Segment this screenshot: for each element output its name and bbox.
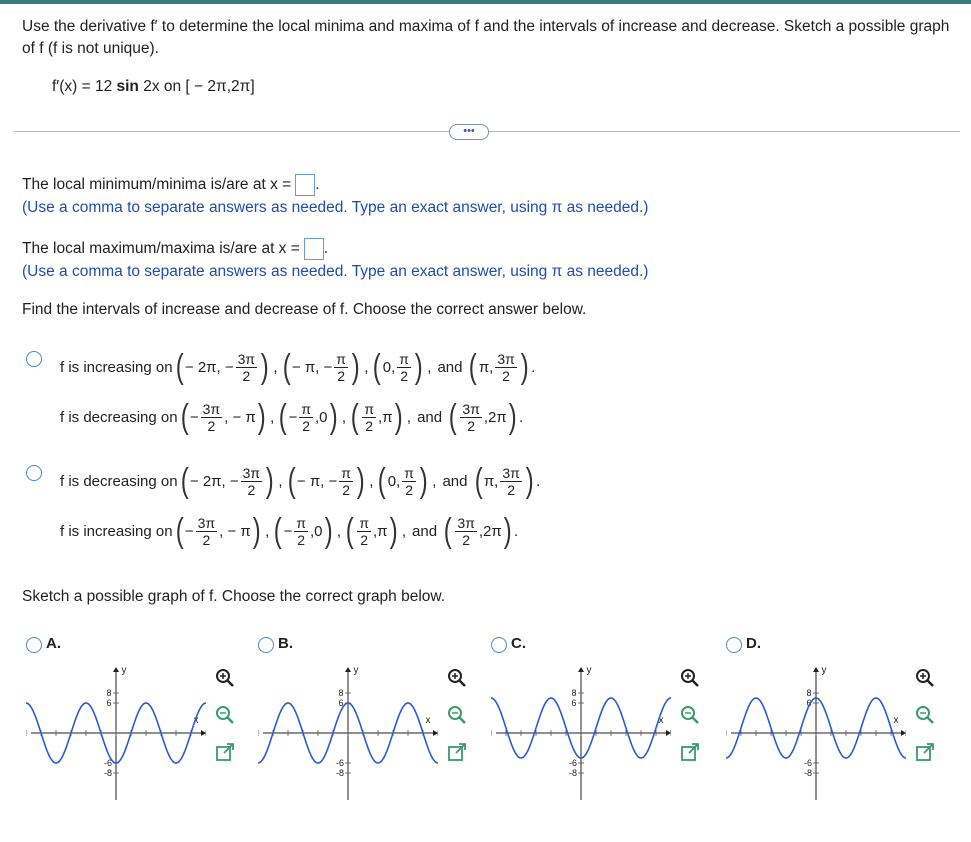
graph-option-a-radio[interactable] <box>26 637 42 653</box>
graph-a-plot <box>26 665 206 805</box>
y-tick-label-neg6: -6 <box>803 758 813 768</box>
interval: ( π, $\frac{3\pi}{2}$ ) <box>469 348 529 386</box>
zoom-in-icon[interactable] <box>446 667 468 689</box>
graph-b-plot <box>258 665 438 805</box>
option2-increasing-row: f is increasing on ( − $\frac{3\pi}{2}$ , − π ) , ( − $\frac{\pi}{2}$ ,0 ) , ( $\frac{\pi}{2}$ ,π ) , and ( $\frac{3\pi}{2}$ ,2π ) . <box>60 512 519 550</box>
interval: ( − 2π, − $\frac{3\pi}{2}$ ) <box>180 462 274 500</box>
y-axis-label: y <box>353 665 359 676</box>
y-tick-label-6: 6 <box>806 698 812 708</box>
graph-option-a-label: A. <box>46 635 61 652</box>
graph-c-plot <box>491 665 671 805</box>
y-axis-label: y <box>121 665 127 676</box>
interval: ( π, $\frac{3\pi}{2}$ ) <box>474 462 534 500</box>
graph-option-d-label: D. <box>746 635 761 652</box>
y-tick-label-8: 8 <box>571 688 577 698</box>
x-axis-label: x <box>893 715 899 726</box>
y-axis-arrow <box>113 667 119 672</box>
minima-hint: (Use a comma to separate answers as needed. Type an exact answer, using π as needed.) <box>22 199 649 216</box>
zoom-out-icon[interactable] <box>679 704 701 726</box>
graph-c-tools <box>679 667 709 778</box>
option1-increasing-row: f is increasing on ( − 2π, − $\frac{3\pi}{2}$ ) , ( − π, − $\frac{\pi}{2}$ ) , ( 0, $\frac{\pi}{2}$ ) , and ( π, $\frac{3\pi}{2}$ ) . <box>60 348 536 386</box>
derivative-formula <box>52 78 255 96</box>
minima-label: The local minimum/minima is/are at x = <box>22 176 292 194</box>
zoom-out-icon[interactable] <box>214 704 236 726</box>
y-tick-label-neg8: -8 <box>803 768 813 778</box>
y-tick-label-neg8: -8 <box>568 768 578 778</box>
y-tick-label-8: 8 <box>338 688 344 698</box>
sketch-prompt: Sketch a possible graph of f. Choose the correct graph below. <box>22 588 446 605</box>
option2-first-label: f is decreasing on <box>60 472 178 490</box>
y-axis-label: y <box>821 665 827 676</box>
y-axis-arrow <box>578 667 584 672</box>
graph-option-c-radio[interactable] <box>491 637 507 653</box>
open-new-window-icon[interactable] <box>914 741 936 763</box>
graph-option-d-radio[interactable] <box>726 637 742 653</box>
graph-option-b-label: B. <box>278 635 293 652</box>
y-tick-label-neg8: -8 <box>103 768 113 778</box>
zoom-out-icon[interactable] <box>446 704 468 726</box>
zoom-in-icon[interactable] <box>914 667 936 689</box>
formula-sin: sin <box>116 78 139 95</box>
y-axis-arrow <box>813 667 819 672</box>
y-tick-label-6: 6 <box>571 698 577 708</box>
y-tick-label-neg6: -6 <box>103 758 113 768</box>
more-button[interactable]: ••• <box>449 124 489 140</box>
y-axis-label: y <box>586 665 592 676</box>
option2-decreasing-row: f is decreasing on ( − 2π, − $\frac{3\pi}{2}$ ) , ( − π, − $\frac{\pi}{2}$ ) , ( 0, $\frac{\pi}{2}$ ) , and ( π, $\frac{3\pi}{2}$ ) . <box>60 462 541 500</box>
zoom-in-icon[interactable] <box>679 667 701 689</box>
x-axis-arrow <box>901 730 906 736</box>
x-axis-arrow <box>433 730 438 736</box>
y-axis-arrow <box>345 667 351 672</box>
interval: ( − $\frac{\pi}{2}$ ,0 ) <box>278 398 338 436</box>
option2-second-label: f is increasing on <box>60 522 173 540</box>
y-tick-label-6: 6 <box>106 698 112 708</box>
minima-row: The local minimum/minima is/are at x = . <box>22 174 320 196</box>
top-bar <box>0 0 971 4</box>
y-tick-label-8: 8 <box>106 688 112 698</box>
graph-d-plot <box>726 665 906 805</box>
graph-option-b-radio[interactable] <box>258 637 274 653</box>
x-axis-label: x <box>658 715 664 726</box>
maxima-input[interactable] <box>304 238 324 260</box>
maxima-row: The local maximum/maxima is/are at x = . <box>22 238 328 260</box>
graph-option-c-label: C. <box>511 635 526 652</box>
open-new-window-icon[interactable] <box>214 741 236 763</box>
minima-input[interactable] <box>295 174 315 196</box>
option1-first-label: f is increasing on <box>60 358 173 376</box>
interval: ( $\frac{3\pi}{2}$ ,2π ) <box>448 398 517 436</box>
zoom-in-icon[interactable] <box>214 667 236 689</box>
interval: ( 0, $\frac{\pi}{2}$ ) <box>373 348 423 386</box>
maxima-label: The local maximum/maxima is/are at x = <box>22 240 300 258</box>
x-axis-arrow <box>666 730 671 736</box>
option1-decreasing-row: f is decreasing on ( − $\frac{3\pi}{2}$ , − π ) , ( − $\frac{\pi}{2}$ ,0 ) , ( $\frac{\pi}{2}$ ,π ) , and ( $\frac{3\pi}{2}$ ,2π ) . <box>60 398 524 436</box>
maxima-hint: (Use a comma to separate answers as needed. Type an exact answer, using π as needed.) <box>22 263 649 280</box>
graph-d-tools <box>914 667 944 778</box>
y-tick-label-8: 8 <box>806 688 812 698</box>
graph-a-tools <box>214 667 244 778</box>
interval: ( − π, − $\frac{\pi}{2}$ ) <box>282 348 360 386</box>
x-axis-label: x <box>425 715 431 726</box>
y-tick-label-neg6: -6 <box>568 758 578 768</box>
option1-second-label: f is decreasing on <box>60 408 178 426</box>
interval: ( − $\frac{3\pi}{2}$ , − π ) <box>180 398 266 436</box>
interval: ( − $\frac{\pi}{2}$ ,0 ) <box>273 512 333 550</box>
intervals-prompt: Find the intervals of increase and decrease of f. Choose the correct answer below. <box>22 301 587 318</box>
formula-suffix: 2x on [ − 2π,2π] <box>138 78 255 95</box>
interval-option-2-radio[interactable] <box>26 465 42 481</box>
graph-b-tools <box>446 667 476 778</box>
zoom-out-icon[interactable] <box>914 704 936 726</box>
y-tick-label-6: 6 <box>338 698 344 708</box>
y-tick-label-neg6: -6 <box>335 758 345 768</box>
interval: ( $\frac{3\pi}{2}$ ,2π ) <box>443 512 512 550</box>
open-new-window-icon[interactable] <box>679 741 701 763</box>
open-new-window-icon[interactable] <box>446 741 468 763</box>
interval: ( − 2π, − $\frac{3\pi}{2}$ ) <box>175 348 269 386</box>
interval: ( − π, − $\frac{\pi}{2}$ ) <box>287 462 365 500</box>
interval: ( − $\frac{3\pi}{2}$ , − π ) <box>175 512 261 550</box>
y-tick-label-neg8: -8 <box>335 768 345 778</box>
interval: ( $\frac{\pi}{2}$ ,π ) <box>350 398 403 436</box>
x-axis-arrow <box>201 730 206 736</box>
interval: ( $\frac{\pi}{2}$ ,π ) <box>345 512 398 550</box>
interval: ( 0, $\frac{\pi}{2}$ ) <box>378 462 428 500</box>
interval-option-1-radio[interactable] <box>26 351 42 367</box>
x-axis-label: x <box>193 715 199 726</box>
formula-prefix: f′(x) = 12 <box>52 78 117 95</box>
question-text: Use the derivative f′ to determine the local minima and maxima of f and the intervals of increase and decrease. Sketch a possible graph of f (f is not unique). <box>22 18 950 57</box>
